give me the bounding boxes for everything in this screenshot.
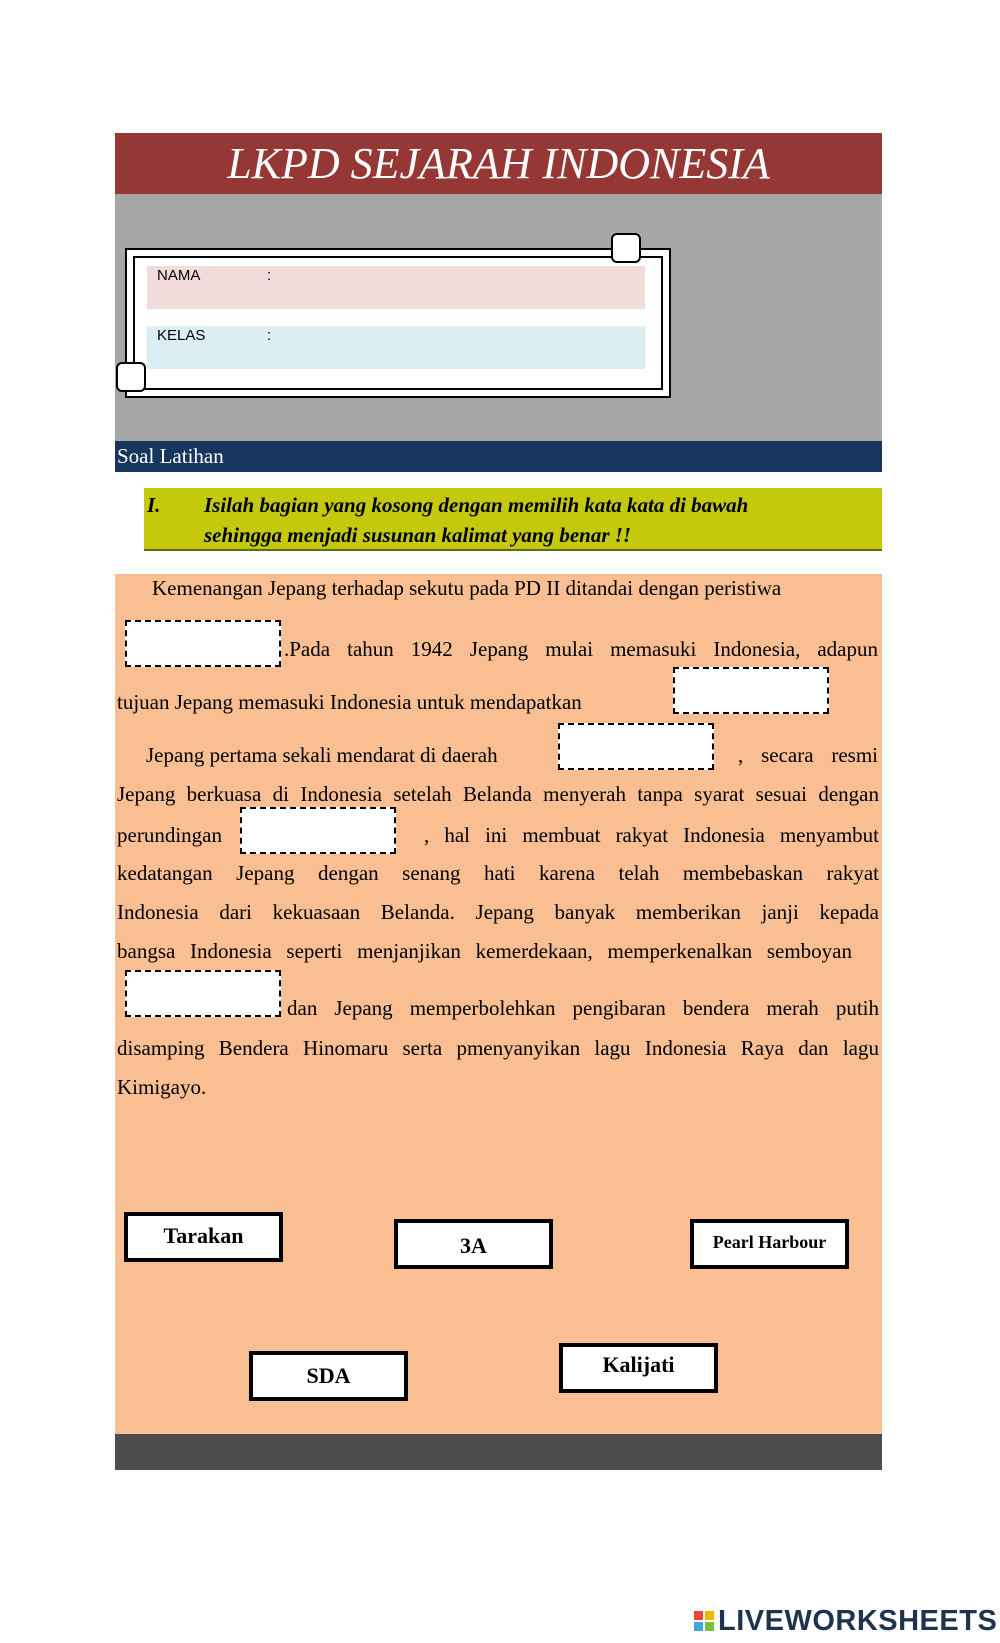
passage-line-5: Jepang berkuasa di Indonesia setelah Belanda menyerah tanpa syarat sesuai dengan <box>117 782 879 806</box>
blank-3-dropzone[interactable] <box>558 723 714 770</box>
word-tarakan[interactable]: Tarakan <box>124 1212 283 1262</box>
word-kalijati[interactable]: Kalijati <box>559 1343 718 1393</box>
passage-line-4b: , secara resmi <box>738 743 878 767</box>
blank-1-dropzone[interactable] <box>125 620 281 667</box>
instruction-box <box>144 488 882 551</box>
blank-4-dropzone[interactable] <box>240 807 396 854</box>
blank-2-dropzone[interactable] <box>673 667 829 714</box>
instruction-number: I. <box>147 493 161 517</box>
passage-line-10: dan Jepang memperbolehkan pengibaran bendera merah putih <box>287 996 879 1020</box>
kelas-colon: : <box>267 327 272 344</box>
instruction-line-1: Isilah bagian yang kosong dengan memilih kata kata di bawah <box>204 493 749 517</box>
passage-line-8: Indonesia dari kekuasaan Belanda. Jepang banyak memberikan janji kepada <box>117 900 879 924</box>
liveworksheets-logo <box>694 1604 997 1638</box>
logo-text: LIVEWORKSHEETS <box>718 1604 998 1637</box>
passage-line-1: Kemenangan Jepang terhadap sekutu pada PD II ditandai dengan peristiwa <box>152 576 782 600</box>
blank-5-dropzone[interactable] <box>125 970 281 1017</box>
section-title: Soal Latihan <box>115 441 882 472</box>
passage-line-7: kedatangan Jepang dengan senang hati karena telah membebaskan rakyat <box>117 861 879 885</box>
word-sda[interactable]: SDA <box>249 1351 408 1401</box>
frame-corner-bottom-left <box>116 362 146 392</box>
passage-line-12: Kimigayo. <box>117 1075 207 1099</box>
kelas-field[interactable] <box>147 326 645 369</box>
instruction-text <box>204 490 864 550</box>
passage-line-6a: perundingan <box>117 823 222 847</box>
passage-line-9: bangsa Indonesia seperti menjanjikan kemerdekaan, memperkenalkan semboyan <box>117 939 852 963</box>
passage-line-11: disamping Bendera Hinomaru serta pmenyanyikan lagu Indonesia Raya dan lagu <box>117 1036 879 1060</box>
passage-line-3: tujuan Jepang memasuki Indonesia untuk mendapatkan <box>117 690 582 714</box>
nama-label: NAMA <box>157 267 201 284</box>
passage-line-4a: Jepang pertama sekali mendarat di daerah <box>146 743 498 767</box>
logo-mark-icon <box>694 1611 714 1631</box>
word-3a[interactable]: 3A <box>394 1219 553 1269</box>
nama-colon: : <box>267 267 272 284</box>
instruction-line-2: sehingga menjadi susunan kalimat yang benar !! <box>204 523 632 547</box>
word-pearl-harbour[interactable]: Pearl Harbour <box>690 1219 849 1269</box>
worksheet-title: LKPD SEJARAH INDONESIA <box>115 133 882 194</box>
frame-corner-top-right <box>611 233 641 263</box>
nama-field[interactable] <box>147 266 645 309</box>
footer-bar <box>115 1434 882 1470</box>
kelas-label: KELAS <box>157 327 206 344</box>
passage-line-2: .Pada tahun 1942 Jepang mulai memasuki Indonesia, adapun <box>284 637 878 661</box>
passage-line-6b: , hal ini membuat rakyat Indonesia menyambut <box>424 823 879 847</box>
